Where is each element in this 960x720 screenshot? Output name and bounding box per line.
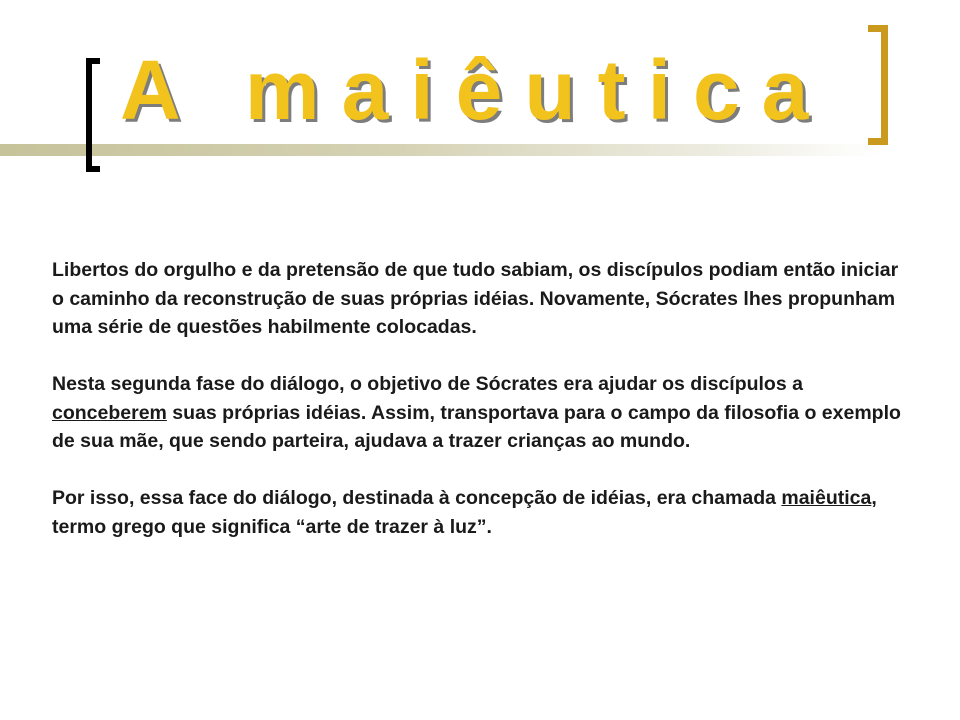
- paragraph-3: [52, 484, 902, 541]
- decorative-rule: [0, 144, 880, 156]
- paragraph-2-before: Nesta segunda fase do diálogo, o objetivo de Sócrates era ajudar os discípulos a: [52, 373, 803, 395]
- underlined-term-conceberem: conceberem: [52, 401, 167, 424]
- underlined-term-maieutica: maiêutica: [781, 487, 872, 509]
- slide-title: A maiêutica: [120, 43, 831, 137]
- paragraph-1: [52, 256, 902, 342]
- slide-body: [52, 256, 902, 541]
- paragraph-3-after: , termo grego que significa “arte de trazer à luz”.: [52, 487, 877, 538]
- paragraph-3-before: Por isso, essa face do diálogo, destinada à concepção de idéias, era chamada: [52, 487, 782, 509]
- right-bracket-decoration: [868, 25, 888, 145]
- paragraph-1-text: Libertos do orgulho e da pretensão de que tudo sabiam, os discípulos podiam então iniciar o caminho da reconstrução de suas próprias idéias. Novamente, Sócrates lhes propunham uma série de questões habilmente colocadas.: [52, 259, 899, 338]
- paragraph-2: [52, 370, 902, 456]
- left-bracket-decoration: [86, 58, 100, 172]
- paragraph-2-after: suas próprias idéias. Assim, transportava para o campo da filosofia o exemplo de sua mãe, que sendo parteira, ajudava a trazer crianças ao mundo.: [52, 401, 901, 452]
